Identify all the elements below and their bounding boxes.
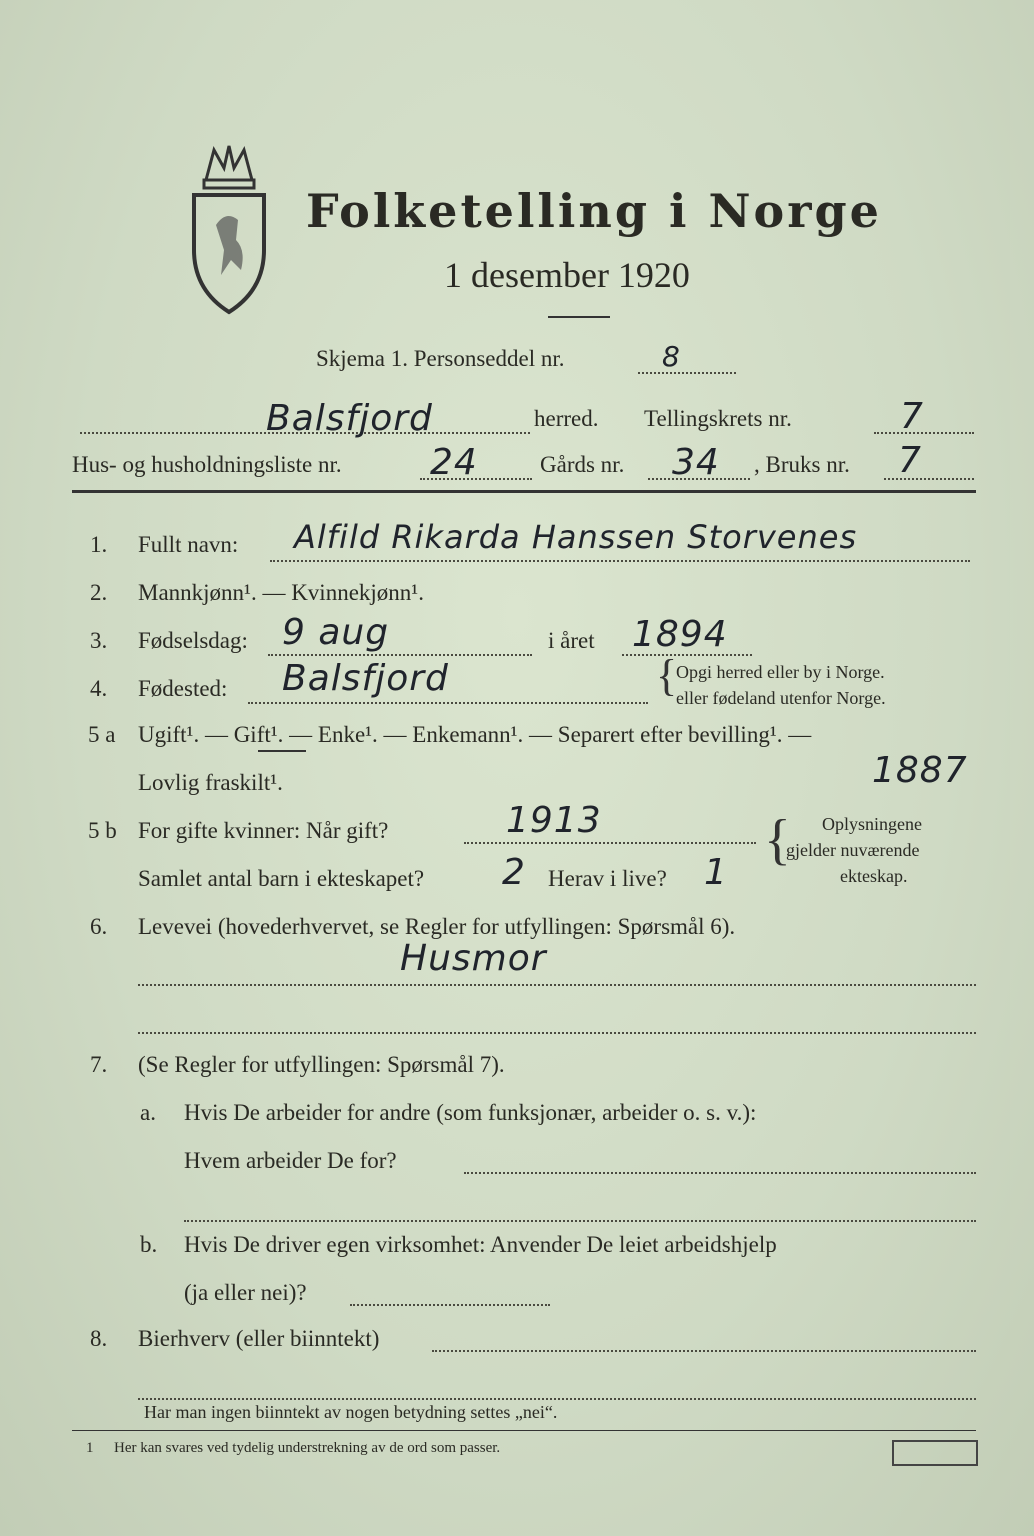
q5b-label: For gifte kvinner: Når gift?: [138, 818, 389, 843]
q7b-label-2: (ja eller nei)?: [184, 1280, 307, 1305]
q8-number: 8.: [90, 1326, 108, 1351]
bruks-label: , Bruks nr.: [754, 452, 850, 477]
q5a-margin-value: 1887: [872, 750, 968, 791]
q6-label: Levevei (hovederhvervet, se Regler for utfyllingen: Spørsmål 6).: [138, 914, 736, 939]
q1-full-name[interactable]: Alfild Rikarda Hanssen Storvenes: [294, 518, 858, 556]
gift-underline: [258, 750, 306, 752]
footnote-mark: 1: [86, 1440, 94, 1456]
q4-birthplace[interactable]: Balsfjord: [282, 658, 449, 699]
q7a-employer-field-2[interactable]: [184, 1220, 976, 1222]
q3-year-label: i året: [548, 628, 595, 653]
q2-gender[interactable]: Mannkjønn¹. — Kvinnekjønn¹.: [138, 580, 424, 605]
footnote-rule: [72, 1430, 976, 1431]
q5b-note-1: Oplysningene: [822, 814, 922, 834]
norway-coat-of-arms-icon: [186, 140, 272, 320]
q2-number: 2.: [90, 580, 108, 605]
footnote-text: Her kan svares ved tydelig understrekning av de ord som passer.: [114, 1440, 501, 1456]
q3-label: Fødselsdag:: [138, 628, 248, 653]
q4-note-1: Opgi herred eller by i Norge.: [676, 662, 885, 682]
q5b-bracket: {: [764, 809, 791, 871]
schema-dots: [638, 372, 736, 374]
q4-label: Fødested:: [138, 676, 228, 701]
q5b-number: 5 b: [88, 818, 117, 843]
schema-label: Skjema 1. Personseddel nr.: [316, 346, 565, 371]
q8-side-income-field[interactable]: [432, 1350, 976, 1352]
q5b-dots: [464, 842, 756, 844]
q7-number: 7.: [90, 1052, 108, 1077]
q7b-answer-field[interactable]: [350, 1304, 550, 1306]
q5a-number: 5 a: [88, 722, 116, 747]
census-date: 1 desember 1920: [444, 255, 690, 295]
q5a-label-2: Lovlig fraskilt¹.: [138, 770, 283, 795]
q7-label: (Se Regler for utfyllingen: Spørsmål 7).: [138, 1052, 505, 1077]
herred-value[interactable]: Balsfjord: [266, 398, 433, 439]
title-divider: [548, 316, 610, 318]
q1-dots: [270, 560, 970, 562]
tellingskrets-label: Tellingskrets nr.: [644, 406, 792, 431]
hus-value[interactable]: 24: [430, 442, 478, 483]
q8-label: Bierhverv (eller biinntekt): [138, 1326, 380, 1351]
q7a-label: Hvis De arbeider for andre (som funksjonær, arbeider o. s. v.):: [184, 1100, 757, 1125]
q4-dots: [248, 702, 648, 704]
q8-side-income-field-2[interactable]: [138, 1398, 976, 1400]
q3-number: 3.: [90, 628, 108, 653]
q1-label: Fullt navn:: [138, 532, 239, 557]
herred-label: herred.: [534, 406, 599, 431]
hus-label: Hus- og husholdningsliste nr.: [72, 452, 342, 477]
q5b-note-2: gjelder nuværende: [786, 840, 920, 860]
q4-number: 4.: [90, 676, 108, 701]
q5b-note-3: ekteskap.: [840, 866, 908, 886]
q5b-children-value[interactable]: 2: [502, 852, 526, 893]
q6-occupation[interactable]: Husmor: [400, 938, 547, 979]
gards-value[interactable]: 34: [672, 442, 720, 483]
q6-number: 6.: [90, 914, 108, 939]
q3-birth-year[interactable]: 1894: [632, 614, 728, 655]
header-rule: [72, 490, 976, 493]
biinntekt-note: Har man ingen biinntekt av nogen betydning settes „nei“.: [144, 1402, 558, 1422]
q6-dots-1: [138, 984, 976, 986]
q7a-letter: a.: [140, 1100, 156, 1125]
form-title: Folketelling i Norge: [306, 184, 882, 238]
bruks-value[interactable]: 7: [898, 440, 922, 481]
q7a-label-2: Hvem arbeider De for?: [184, 1148, 397, 1173]
printer-stamp: [892, 1440, 978, 1466]
q7b-label: Hvis De driver egen virksomhet: Anvender De leiet arbeidshjelp: [184, 1232, 777, 1257]
tellingskrets-dots: [874, 432, 974, 434]
q1-number: 1.: [90, 532, 108, 557]
q5b-marriage-year[interactable]: 1913: [506, 800, 602, 841]
schema-value[interactable]: 8: [662, 340, 681, 373]
q7a-employer-field[interactable]: [464, 1172, 976, 1174]
q7b-letter: b.: [140, 1232, 158, 1257]
q5b-alive-value[interactable]: 1: [704, 852, 728, 893]
q3-birthday[interactable]: 9 aug: [282, 612, 390, 653]
q5b-children-label: Samlet antal barn i ekteskapet?: [138, 866, 425, 891]
q3-dots: [268, 654, 532, 656]
q5a-marital-status[interactable]: Ugift¹. — Gift¹. — Enke¹. — Enkemann¹. — Separert efter bevilling¹. —: [138, 722, 812, 747]
tellingskrets-value[interactable]: 7: [900, 396, 924, 437]
q6-dots-2: [138, 1032, 976, 1034]
q4-bracket: {: [656, 651, 678, 700]
gards-label: Gårds nr.: [540, 452, 625, 477]
q4-note-2: eller fødeland utenfor Norge.: [676, 688, 886, 708]
q5b-alive-label: Herav i live?: [548, 866, 667, 891]
